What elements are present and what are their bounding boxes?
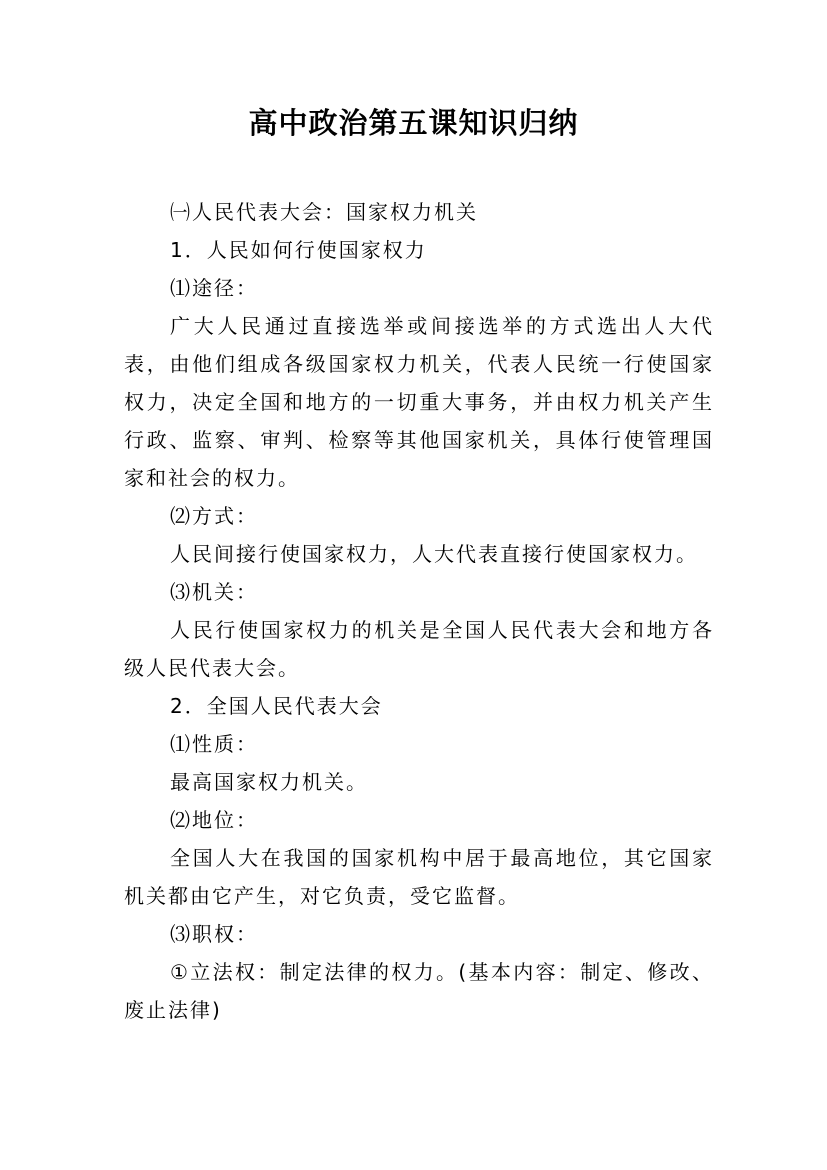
item-heading: ⑶机关： — [170, 580, 258, 604]
paragraph: 最高国家权力机关。 — [170, 770, 368, 794]
item-heading: ⑵地位： — [170, 808, 258, 832]
document-body — [124, 193, 714, 1029]
item-heading: ⑵方式： — [170, 504, 258, 528]
paragraph: 人民间接行使国家权力，人大代表直接行使国家权力。 — [170, 542, 698, 566]
item-heading: ⑴性质： — [170, 732, 258, 756]
section-heading: ㈠人民代表大会：国家权力机关 — [170, 200, 478, 224]
paragraph: 全国人大在我国的国家机构中居于最高地位，其它国家机关都由它产生，对它负责，受它监督。 — [124, 846, 714, 908]
paragraph: 人民行使国家权力的机关是全国人民代表大会和地方各级人民代表大会。 — [124, 618, 714, 680]
paragraph: ①立法权：制定法律的权力。(基本内容：制定、修改、废止法律) — [124, 960, 714, 1022]
item-heading: ⑴途径： — [170, 276, 258, 300]
document-title: 高中政治第五课知识归纳 — [248, 106, 579, 140]
subsection-heading: 1．人民如何行使国家权力 — [170, 238, 427, 262]
paragraph: 广大人民通过直接选举或间接选举的方式选出人大代表，由他们组成各级国家权力机关，代表人民统一行使国家权力，决定全国和地方的一切重大事务，并由权力机关产生行政、监察、审判、检察等其他国家机关，具体行使管理国家和社会的权力。 — [124, 314, 714, 490]
item-heading: ⑶职权： — [170, 922, 258, 946]
subsection-heading: 2．全国人民代表大会 — [170, 694, 383, 718]
